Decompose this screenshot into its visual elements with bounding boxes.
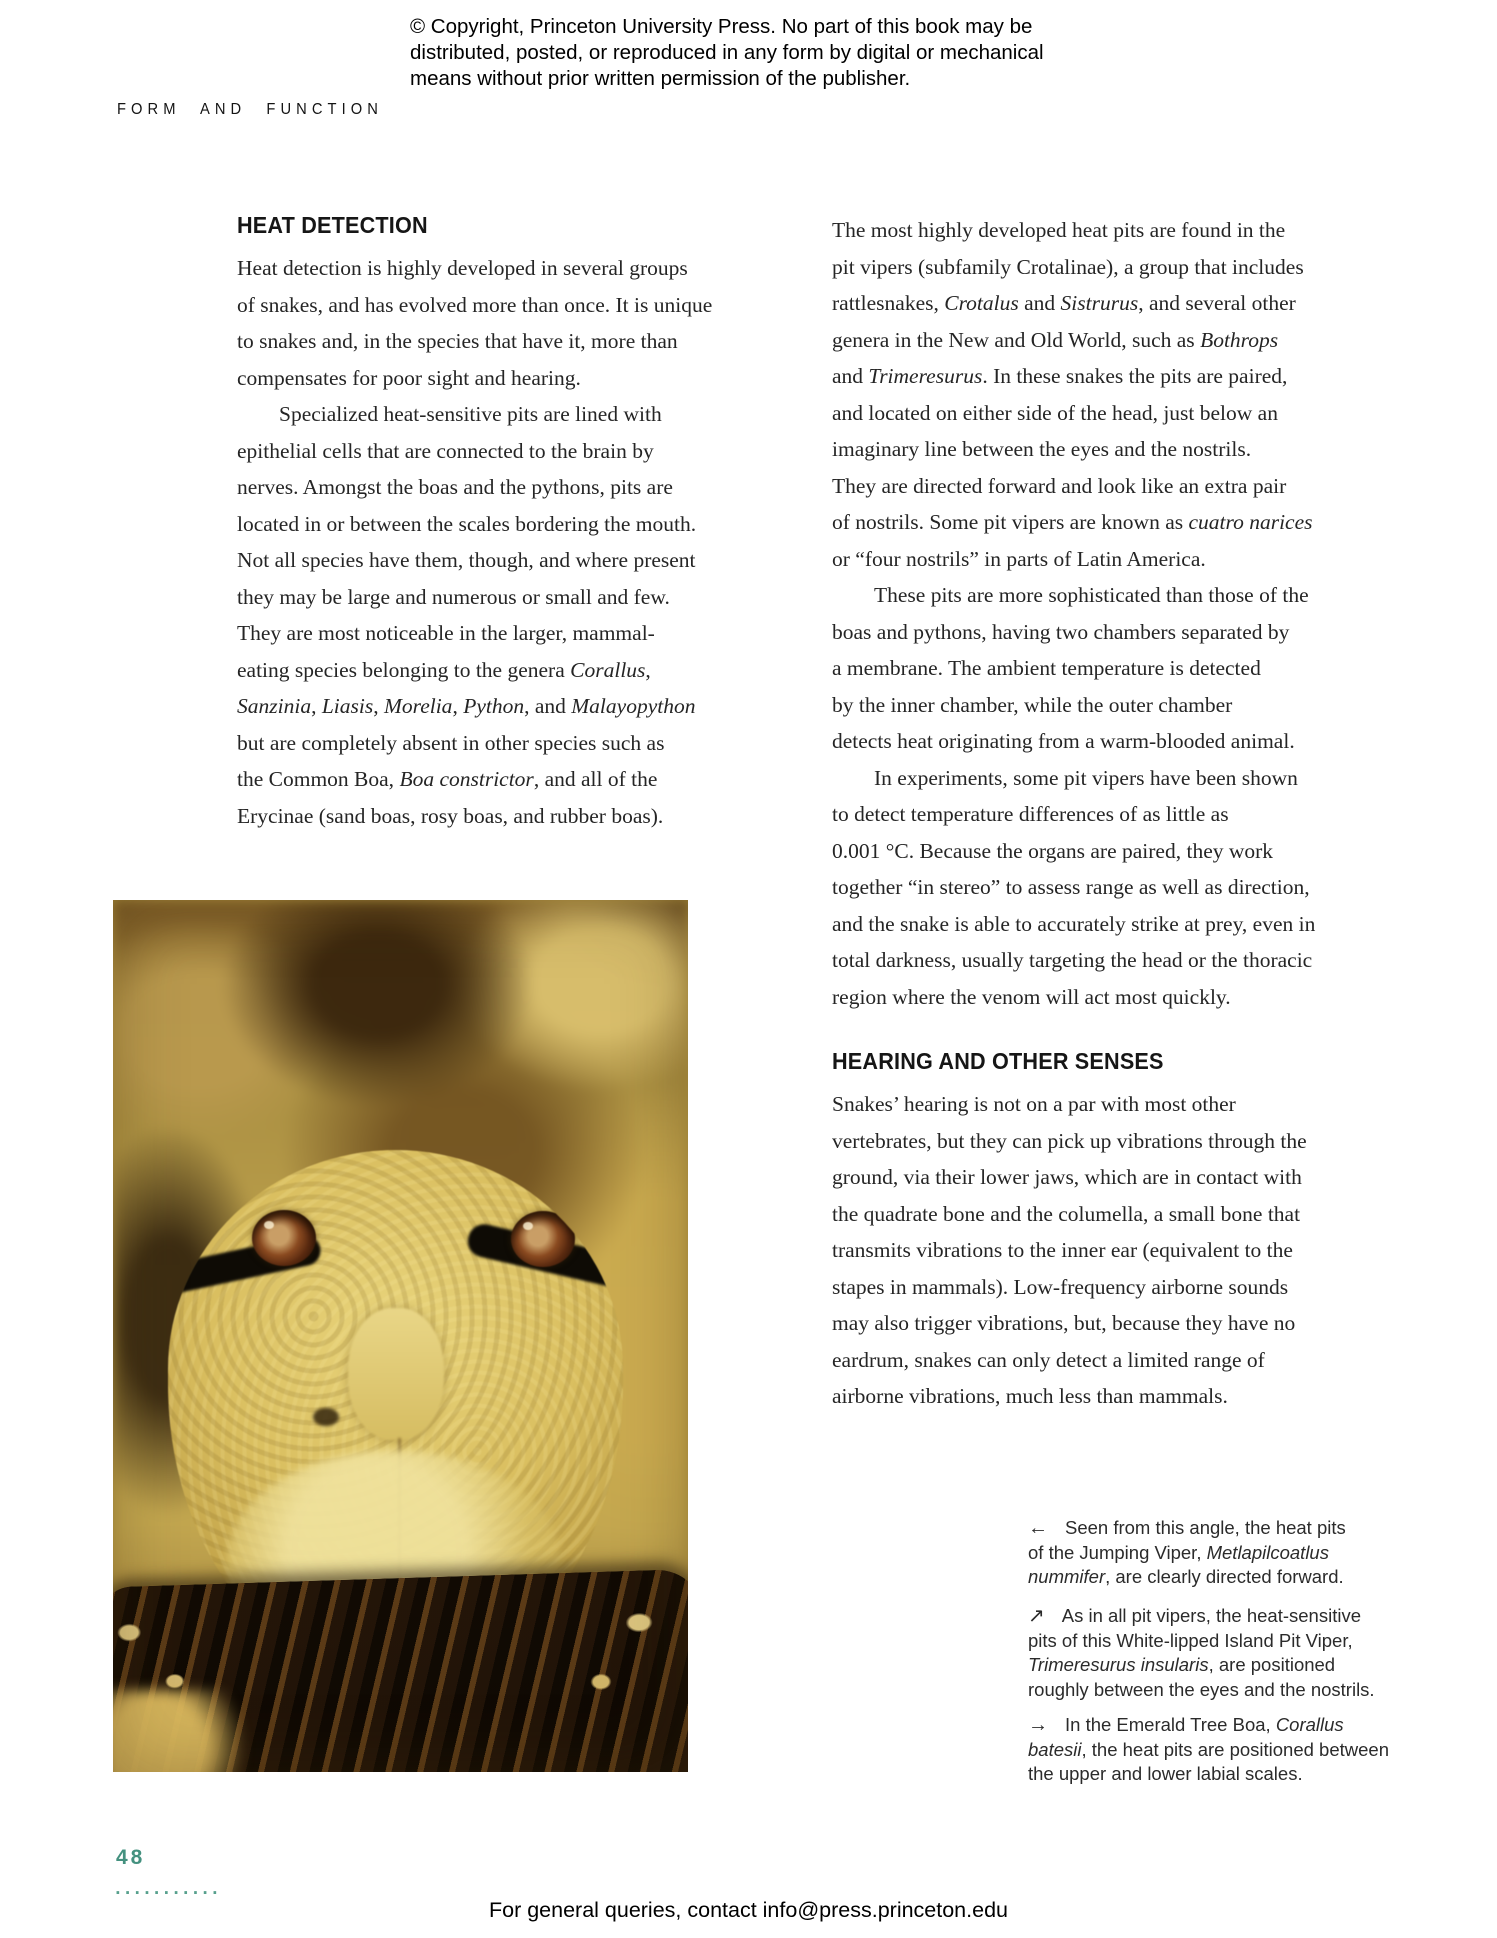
section-heading-heat-detection: HEAT DETECTION [237, 212, 428, 238]
caption-emerald-tree-boa [1028, 1713, 1408, 1787]
caption-text: As in all pit vipers, the heat-sensitive pits of this White-lipped Island Pit Viper, Trimeresurus insularis, are positioned roughly between the eyes and the nostrils. [1028, 1605, 1375, 1700]
running-head: FORM AND FUNCTION [117, 101, 383, 118]
page-number: 48 [116, 1846, 146, 1869]
up-right-arrow-icon: ↗ [1028, 1605, 1045, 1627]
paragraph: The most highly developed heat pits are found in the pit vipers (subfamily Crotalinae), a group that includes rattlesnakes, Crotalus and Sistrurus, and several other genera in the New and Old World, such as Bothrops and Trimeresurus. In these snakes the pits are paired, and located on either side of the head, just below an imaginary line between the eyes and the nostrils. They are directed forward and look like an extra pair of nostrils. Some pit vipers are known as cuatro narices or “four nostrils” in parts of Latin America. [832, 218, 1313, 571]
snake-cheek-marking [313, 1408, 339, 1426]
snake-eye-right [511, 1211, 575, 1267]
caption-island-pit-viper [1028, 1604, 1408, 1702]
copyright-notice: © Copyright, Princeton University Press. No part of this book may be distributed, posted, or reproduced in any form by digital or mechanical means without prior written permission of the publisher. [410, 15, 1044, 90]
general-queries-line: For general queries, contact info@press.princeton.edu [488, 1898, 1008, 1922]
caption-text: Seen from this angle, the heat pits of the Jumping Viper, Metlapilcoatlus nummifer, are clearly directed forward. [1028, 1517, 1346, 1587]
right-arrow-icon: → [1028, 1714, 1048, 1736]
caption-text: In the Emerald Tree Boa, Corallus batesii, the heat pits are positioned between the upper and lower labial scales. [1028, 1714, 1390, 1784]
page-number-dots: ··········· [115, 1884, 222, 1902]
snake-snout [348, 1308, 444, 1440]
paragraph: In experiments, some pit vipers have been shown to detect temperature differences of as little as 0.001 °C. Because the organs are paired, they work together “in stereo” to assess range as well as direction, and the snake is able to accurately strike at prey, even in total darkness, usually targeting the head or the thoracic region where the venom will act most quickly. [832, 765, 1316, 1009]
paragraph: Heat detection is highly developed in several groups of snakes, and has evolved more than once. It is unique to snakes and, in the species that have it, more than compensates for poor sight and hearing. [237, 256, 713, 390]
section-heading-hearing-and-other-senses: HEARING AND OTHER SENSES [832, 1048, 1164, 1074]
right-text-column [832, 212, 1407, 1415]
snake-photo [113, 900, 688, 1772]
photo-bottom-left-highlight [113, 1690, 253, 1772]
paragraph: Snakes’ hearing is not on a par with most other vertebrates, but they can pick up vibrations through the ground, via their lower jaws, which are in contact with the quadrate bone and the columella, a small bone that transmits vibrations to the inner ear (equivalent to the stapes in mammals). Low-frequency airborne sounds may also trigger vibrations, but, because they have no eardrum, snakes can only detect a limited range of airborne vibrations, much less than mammals. [832, 1092, 1307, 1408]
snake-eye-left [252, 1210, 316, 1266]
left-text-column [237, 212, 802, 834]
left-arrow-icon: ← [1028, 1517, 1048, 1539]
caption-jumping-viper [1028, 1516, 1408, 1590]
paragraph: These pits are more sophisticated than those of the boas and pythons, having two chambers separated by a membrane. The ambient temperature is detected by the inner chamber, while the outer chamber detects heat originating from a warm-blooded animal. [832, 583, 1309, 753]
paragraph: Specialized heat-sensitive pits are lined with epithelial cells that are connected to the brain by nerves. Amongst the boas and the pythons, pits are located in or between the scales bordering the mouth. Not all species have them, though, and where present they may be large and numerous or small and few. They are most noticeable in the larger, mammal- eating species belonging to the genera Corallus, Sanzinia, Liasis, Morelia, Python, and Malayopython but are completely absent in other species such as the Common Boa, Boa constrictor, and all of the Erycinae (sand boas, rosy boas, and rubber boas). [237, 402, 697, 828]
